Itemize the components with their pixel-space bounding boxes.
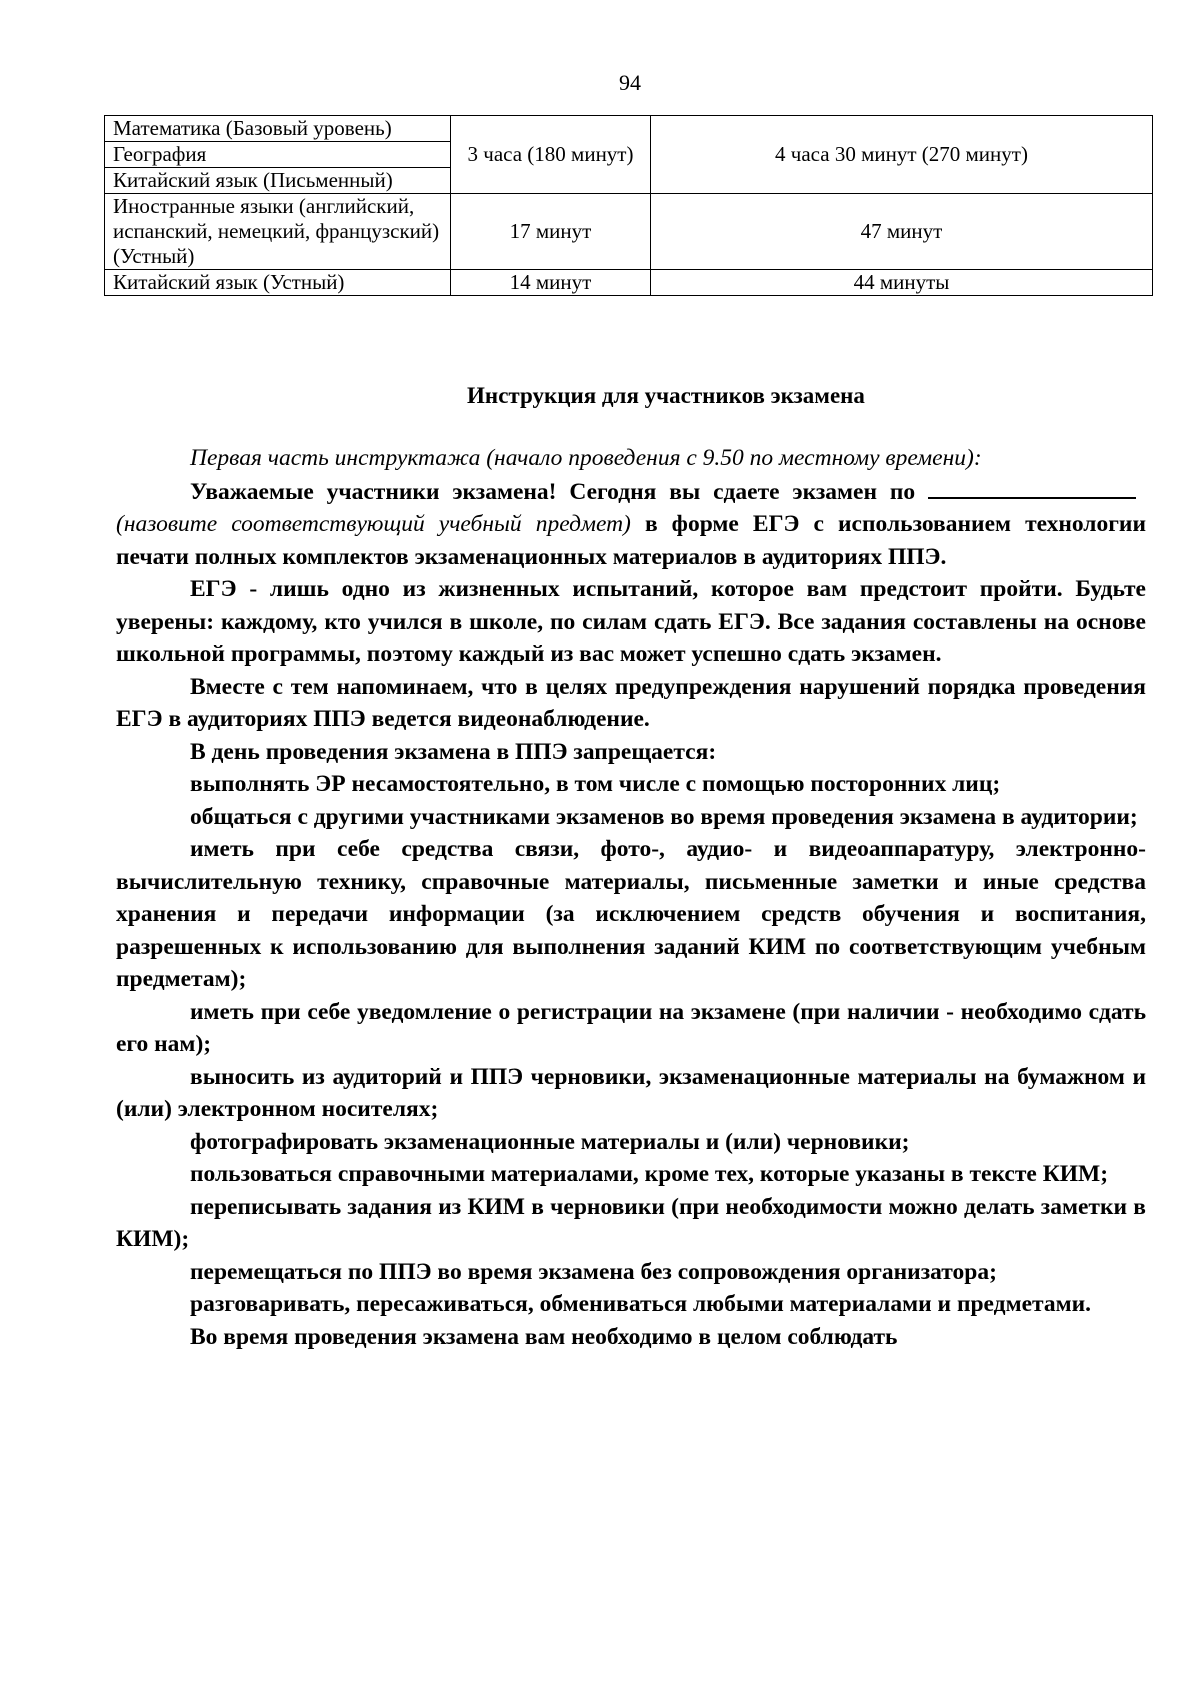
greeting-text-continued: в форме ЕГЭ с использованием технологии печати полных комплектов экзаменационных материалов в аудиториях ППЭ. (116, 511, 1146, 570)
table-cell-subject: Китайский язык (Устный) (105, 270, 451, 296)
prohibition-item: иметь при себе уведомление о регистрации на экзамене (при наличии - необходимо сдать его нам); (116, 998, 1146, 1057)
prohibition-item: переписывать задания из КИМ в черновики (при необходимости можно делать заметки в КИМ); (116, 1193, 1146, 1252)
paragraph: Вместе с тем напоминаем, что в целях предупреждения нарушений порядка проведения ЕГЭ в аудиториях ППЭ ведется видеонаблюдение. (116, 673, 1146, 732)
prohibition-item: общаться с другими участниками экзаменов во время проведения экзамена в аудитории; (190, 803, 1138, 830)
table-cell-extended-duration: 44 минуты (651, 270, 1153, 296)
table-cell-subject: Математика (Базовый уровень) (105, 116, 451, 142)
table-cell-duration: 14 минут (451, 270, 651, 296)
table-cell-duration: 17 минут (451, 194, 651, 270)
prohibition-item: фотографировать экзаменационные материалы и (или) черновики; (190, 1128, 910, 1155)
table-cell-subject: Китайский язык (Письменный) (105, 168, 451, 194)
instruction-body (116, 442, 1146, 1353)
table-cell-subject: Иностранные языки (английский, испанский, немецкий, французский) (Устный) (105, 194, 451, 270)
paragraph: Во время проведения экзамена вам необходимо в целом соблюдать (190, 1323, 898, 1350)
prohibition-item: выполнять ЭР несамостоятельно, в том числе с помощью посторонних лиц; (190, 771, 1001, 797)
paragraph-greeting (116, 475, 1146, 574)
prohibition-item: выносить из аудиторий и ППЭ черновики, экзаменационные материалы на бумажном и (или) электронном носителях; (116, 1063, 1146, 1122)
section-title: Инструкция для участников экзамена (467, 383, 865, 408)
table-cell-duration: 3 часа (180 минут) (451, 116, 651, 194)
table-row (105, 116, 1153, 142)
prohibition-item: пользоваться справочными материалами, кроме тех, которые указаны в тексте КИМ; (190, 1161, 1109, 1187)
subject-hint: (назовите соответствующий учебный предмет) (116, 511, 631, 537)
table-row (105, 270, 1153, 296)
prohibition-item: иметь при себе средства связи, фото-, аудио- и видеоаппаратуру, электронно-вычислительную технику, справочные материалы, письменные заметки и иные средства хранения и передачи информации (за исключением средств обучения и воспитания, разрешенных к использованию для выполнения заданий КИМ по соответствующим учебным предметам); (116, 836, 1146, 992)
prohibition-item: перемещаться по ППЭ во время экзамена без сопровождения организатора; (190, 1258, 997, 1285)
paragraph-intro: Первая часть инструктажа (начало проведения с 9.50 по местному времени): (190, 445, 982, 471)
table-cell-extended-duration: 47 минут (651, 194, 1153, 270)
paragraph: ЕГЭ - лишь одно из жизненных испытаний, которое вам предстоит пройти. Будьте уверены: каждому, кто учился в школе, по силам сдать ЕГЭ. Все задания составлены на основе школьной программы, поэтому каждый из вас может успешно сдать экзамен. (116, 576, 1146, 667)
table-cell-extended-duration: 4 часа 30 минут (270 минут) (651, 116, 1153, 194)
greeting-text: Уважаемые участники экзамена! Сегодня вы сдаете экзамен по (190, 478, 916, 505)
page-number: 94 (619, 70, 641, 95)
subject-blank-line (928, 475, 1136, 499)
paragraph: В день проведения экзамена в ППЭ запрещается: (190, 738, 717, 765)
table-row (105, 194, 1153, 270)
table-cell-subject: География (105, 142, 451, 168)
prohibition-item: разговаривать, пересаживаться, обмениваться любыми материалами и предметами. (190, 1291, 1092, 1317)
exam-duration-table (104, 115, 1153, 296)
